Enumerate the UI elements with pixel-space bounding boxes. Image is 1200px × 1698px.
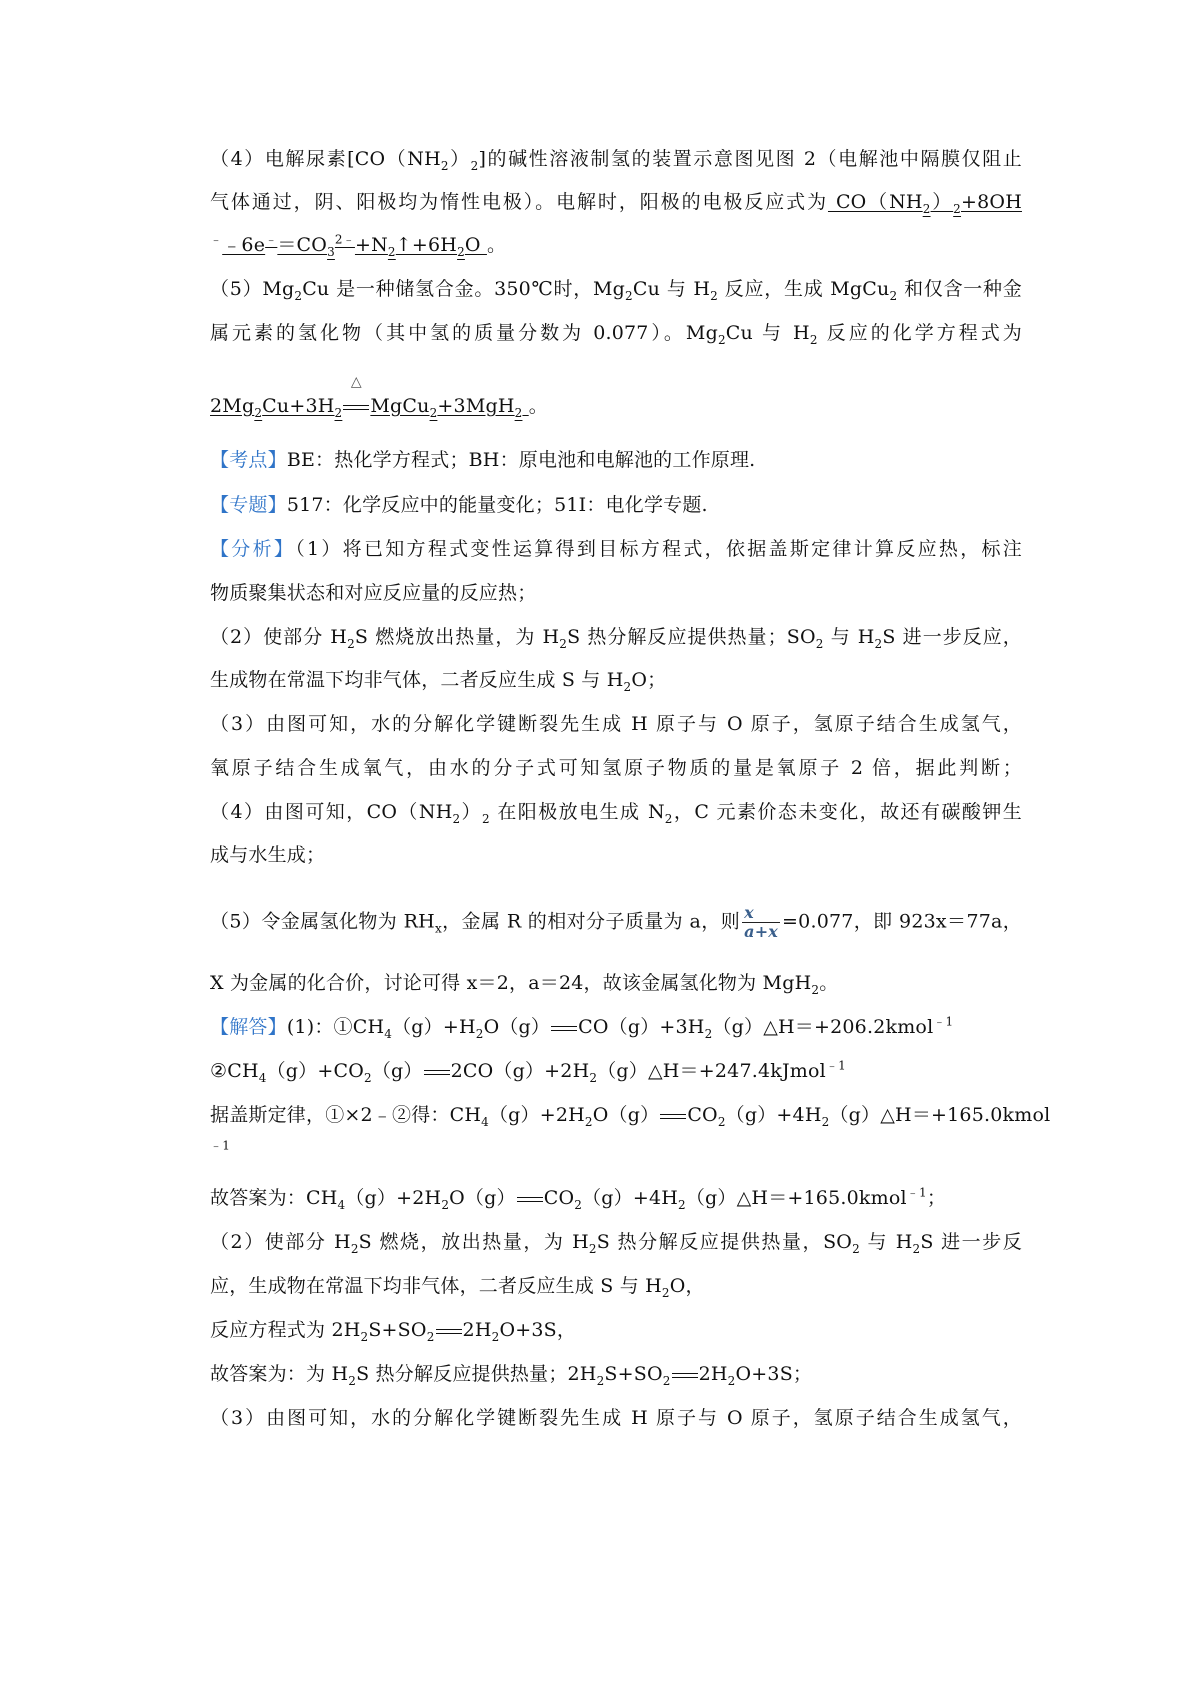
text-run: 成与水生成； — [210, 844, 326, 866]
answer-run: O — [464, 234, 487, 256]
superscript: ﹣1 — [933, 1014, 954, 1029]
answer-run: ＝CO — [277, 234, 328, 256]
subscript: 2 — [589, 1070, 598, 1085]
answer-subscript: 3 — [327, 244, 335, 259]
reaction-equals-sign — [660, 1114, 686, 1119]
answer-subscript: 2 — [457, 244, 465, 259]
subscript: 2 — [678, 1197, 686, 1212]
text-run: 气体通过，阴、阳极均为惰性电极）。电解时，阳极的电极反应式为 — [210, 191, 828, 213]
text-run: 反应方程式为 2H — [210, 1319, 361, 1341]
text-run: （2）使部分 H — [210, 1231, 351, 1253]
subscript: 2 — [625, 288, 633, 303]
text-line — [210, 624, 1022, 650]
subscript: 2 — [874, 636, 883, 651]
text-run: （g）+2H — [345, 1187, 442, 1209]
subscript: 2 — [475, 1026, 484, 1041]
subscript: 2 — [348, 1373, 357, 1388]
text-line — [210, 1185, 1022, 1211]
text-run: 在阳极放电生成 N — [489, 801, 665, 823]
answer-subscript: 2 — [334, 405, 343, 420]
subscript: 2 — [815, 636, 824, 651]
text-line — [210, 1229, 1022, 1255]
text-run: (1)：①CH — [286, 1016, 385, 1038]
reaction-equals-sign — [551, 1026, 577, 1031]
text-run: （g）+4H — [582, 1187, 679, 1209]
text-run: （5）令金属氢化物为 RH — [210, 910, 435, 933]
subscript: 2 — [364, 1070, 372, 1085]
text-run: 生成物在常温下均非气体，二者反应生成 S 与 H — [210, 669, 624, 691]
text-run: （g）+H — [392, 1016, 476, 1038]
answer-run: +3MgH — [437, 395, 515, 417]
text-run: （g）+4H — [725, 1104, 822, 1126]
text-line — [210, 904, 1022, 941]
text-run: 属元素的氢化物（其中氢的质量分数为 0.077）。Mg — [210, 322, 718, 344]
text-run: S 燃烧，放出热量，为 H — [358, 1231, 589, 1253]
subscript: 2 — [588, 1241, 597, 1256]
subscript: 2 — [852, 1241, 860, 1256]
subscript: 2 — [559, 636, 568, 651]
subscript: 4 — [481, 1114, 489, 1129]
subscript: 4 — [384, 1026, 393, 1041]
text-run: O； — [631, 669, 667, 691]
section-tag: 【分析】 — [210, 538, 296, 560]
text-run: 517：化学反应中的能量变化；51I：电化学专题. — [286, 494, 708, 516]
text-run: O， — [669, 1275, 705, 1297]
answer-run: ↑+6H — [395, 234, 458, 256]
fenxi-line — [210, 536, 1022, 562]
text-line — [210, 1405, 1022, 1431]
superscript: ﹣ — [210, 232, 223, 247]
text-run: 2CO（g）+2H — [450, 1060, 590, 1082]
subscript: 4 — [258, 1070, 267, 1085]
jieda-line — [210, 1014, 1022, 1040]
subscript: 2 — [584, 1114, 593, 1129]
text-run: 。 — [486, 234, 507, 256]
text-run: 2H — [698, 1363, 728, 1385]
text-run: 。 — [819, 972, 839, 994]
subscript: 2 — [662, 1373, 671, 1388]
subscript: 2 — [717, 332, 726, 347]
denominator: a+x — [744, 922, 779, 941]
text-run: S 进一步反应， — [882, 626, 1022, 648]
text-line — [210, 755, 1022, 781]
text-run: （2）使部分 H — [210, 626, 348, 648]
text-run: 反应，生成 MgCu — [717, 278, 890, 300]
text-run: 与 H — [859, 1231, 913, 1253]
text-run: ） — [448, 148, 471, 170]
heating-condition — [342, 374, 370, 419]
text-run: ，金属 R 的相对分子质量为 a，则 — [441, 910, 741, 933]
text-run: S 热分解反应提供热量；2H — [356, 1363, 597, 1385]
subscript: 2 — [710, 288, 718, 303]
text-run: （1）将已知方程式变性运算得到目标方程式，依据盖斯定律计算反应热，标注 — [295, 538, 1022, 560]
text-run: （g） — [371, 1060, 423, 1082]
subscript: 2 — [811, 982, 820, 997]
subscript: 2 — [727, 1373, 736, 1388]
kaodian-line — [210, 447, 1022, 473]
text-run: （g）△H＝+165.0kmol — [685, 1187, 907, 1209]
text-line — [210, 320, 1022, 346]
text-run: O（g） — [483, 1016, 551, 1038]
subscript: 2 — [809, 332, 818, 347]
numerator: x — [742, 904, 780, 923]
delta-icon: △ — [350, 374, 362, 390]
text-run: （4）由图可知，CO（NH — [210, 801, 453, 823]
answer-subscript: 2 — [953, 201, 962, 216]
subscript: x — [434, 921, 442, 936]
zhuanti-line — [210, 492, 1022, 518]
text-line — [210, 1273, 1022, 1299]
superscript: ﹣1 — [906, 1185, 927, 1200]
subscript: 2 — [294, 288, 303, 303]
text-line — [210, 842, 1022, 868]
subscript: 2 — [350, 1241, 359, 1256]
subscript: 2 — [596, 1373, 605, 1388]
text-line — [210, 1058, 1022, 1084]
text-run: （g）+CO — [266, 1060, 364, 1082]
text-run: CO — [687, 1104, 718, 1126]
text-run: 和仅含一种金 — [897, 278, 1022, 300]
text-run: Cu 是一种储氢合金。350℃时，Mg — [302, 278, 626, 300]
section-tag: 【考点】 — [210, 449, 287, 471]
answer-run: +8OH — [961, 191, 1022, 213]
subscript: 2 — [889, 288, 898, 303]
subscript: 2 — [452, 811, 461, 826]
text-line — [210, 276, 1022, 302]
text-run: BE：热化学方程式；BH：原电池和电解池的工作原理. — [286, 449, 756, 471]
text-run: S+SO — [604, 1363, 663, 1385]
text-line — [210, 970, 1022, 996]
answer-subscript: 2 — [387, 244, 396, 259]
text-run: 反应的化学方程式为 — [817, 322, 1023, 344]
section-tag: 【解答】 — [210, 1016, 287, 1038]
text-line — [210, 711, 1022, 737]
text-run: ； — [926, 1187, 947, 1209]
text-run: O+3S； — [735, 1363, 813, 1385]
text-run: O（g） — [449, 1187, 516, 1209]
text-line — [210, 1102, 1051, 1129]
reaction-equals-sign — [424, 1070, 450, 1075]
answer-run: +N — [354, 234, 388, 256]
text-run: （4）电解尿素[CO（NH — [210, 148, 441, 170]
text-run: CO — [543, 1187, 575, 1209]
subscript: 2 — [440, 158, 449, 173]
text-line — [210, 1361, 1022, 1387]
text-run: S+SO — [368, 1319, 427, 1341]
subscript: 2 — [912, 1241, 921, 1256]
text-line — [210, 232, 1022, 258]
text-run: （5）Mg — [210, 278, 295, 300]
text-run: ]的碱性溶液制氢的装置示意图见图 2（电解池中隔膜仅阻止 — [478, 148, 1022, 170]
answer-run: MgCu — [370, 395, 430, 417]
text-run: 故答案为：为 H — [210, 1363, 349, 1385]
text-line — [210, 580, 1022, 606]
text-run: 应，生成物在常温下均非气体，二者反应生成 S 与 H — [210, 1275, 662, 1297]
text-run: 故答案为：CH — [210, 1187, 338, 1209]
subscript: 4 — [337, 1197, 346, 1212]
text-run: O（g） — [592, 1104, 660, 1126]
text-run: （g）△H＝+165.0kmol — [829, 1104, 1051, 1126]
text-run: （g）△H＝+206.2kmol — [712, 1016, 934, 1038]
subscript: 2 — [661, 1285, 670, 1300]
text-run: =0.077，即 923x＝77a， — [782, 910, 1022, 933]
text-run: S 进一步反 — [920, 1231, 1022, 1253]
answer-run: ） — [930, 191, 954, 213]
subscript: 2 — [482, 811, 490, 826]
text-line — [210, 799, 1022, 825]
subscript: 2 — [704, 1026, 713, 1041]
text-run: 。 — [528, 395, 548, 417]
subscript: 2 — [664, 811, 673, 826]
text-run: （3）由图可知，水的分解化学键断裂先生成 H 原子与 O 原子，氢原子结合生成氢气， — [210, 1407, 1022, 1429]
text-line — [210, 146, 1022, 172]
text-run: 据盖斯定律，①×2﹣②得：CH — [210, 1104, 482, 1126]
fraction — [742, 904, 780, 941]
subscript: 2 — [574, 1197, 583, 1212]
answer-superscript: 2﹣ — [334, 232, 355, 247]
text-run: ） — [460, 801, 483, 823]
reaction-equals-sign — [343, 405, 369, 410]
subscript: 2 — [426, 1329, 435, 1344]
text-run: Cu 与 H — [632, 278, 711, 300]
subscript: 2 — [491, 1329, 500, 1344]
subscript: 2 — [347, 636, 355, 651]
text-run: O+3S， — [499, 1319, 577, 1341]
superscript: ﹣1 — [825, 1058, 846, 1073]
text-run: （g）△H＝+247.4kJmol — [597, 1060, 826, 1082]
subscript: 2 — [717, 1114, 726, 1129]
answer-subscript: 2 — [254, 405, 263, 420]
text-run: （g）+2H — [488, 1104, 585, 1126]
text-run: S 燃烧放出热量，为 H — [354, 626, 560, 648]
reaction-equals-sign — [517, 1197, 543, 1202]
text-run: （3）由图可知，水的分解化学键断裂先生成 H 原子与 O 原子，氢原子结合生成氢气， — [210, 713, 1022, 735]
subscript: 2 — [821, 1114, 830, 1129]
reaction-equals-sign — [436, 1329, 462, 1334]
subscript: 2 — [470, 158, 479, 173]
text-run: ②CH — [210, 1060, 259, 1082]
text-run: S 热分解反应提供热量，SO — [596, 1231, 853, 1253]
superscript: ﹣1 — [210, 1138, 231, 1153]
answer-subscript: 2 — [514, 405, 523, 420]
text-run: ，C 元素价态未变化，故还有碳酸钾生 — [672, 801, 1022, 823]
text-run: 2H — [462, 1319, 492, 1341]
text-run: 氧原子结合生成氧气，由水的分子式可知氢原子物质的量是氧原子 2 倍，据此判断； — [210, 757, 1022, 779]
answer-subscript: 2 — [922, 201, 931, 216]
subscript: 2 — [360, 1329, 369, 1344]
text-run: 物质聚集状态和对应反应量的反应热； — [210, 582, 537, 604]
answer-superscript: ﹣ — [265, 232, 278, 247]
subscript: 2 — [623, 679, 632, 694]
answer-run: CO（NH — [827, 191, 923, 213]
text-run: CO（g）+3H — [578, 1016, 705, 1038]
text-line — [210, 1138, 1022, 1164]
text-run: Cu 与 H — [725, 322, 810, 344]
text-line — [210, 189, 1022, 215]
reaction-equals-sign — [672, 1373, 698, 1378]
text-line — [210, 1317, 1022, 1343]
text-run: 与 H — [823, 626, 875, 648]
subscript: 2 — [441, 1197, 450, 1212]
answer-run: ﹣6e — [222, 234, 266, 256]
answer-run: Cu+3H — [262, 395, 335, 417]
answer-run: 2Mg — [210, 395, 255, 417]
text-run: S 热分解反应提供热量；SO — [567, 626, 816, 648]
section-tag: 【专题】 — [210, 494, 287, 516]
text-run: X 为金属的化合价，讨论可得 x＝2，a＝24，故该金属氢化物为 MgH — [210, 972, 812, 994]
equation-line — [210, 374, 1022, 420]
text-line — [210, 667, 1022, 693]
answer-subscript: 2 — [429, 405, 438, 420]
